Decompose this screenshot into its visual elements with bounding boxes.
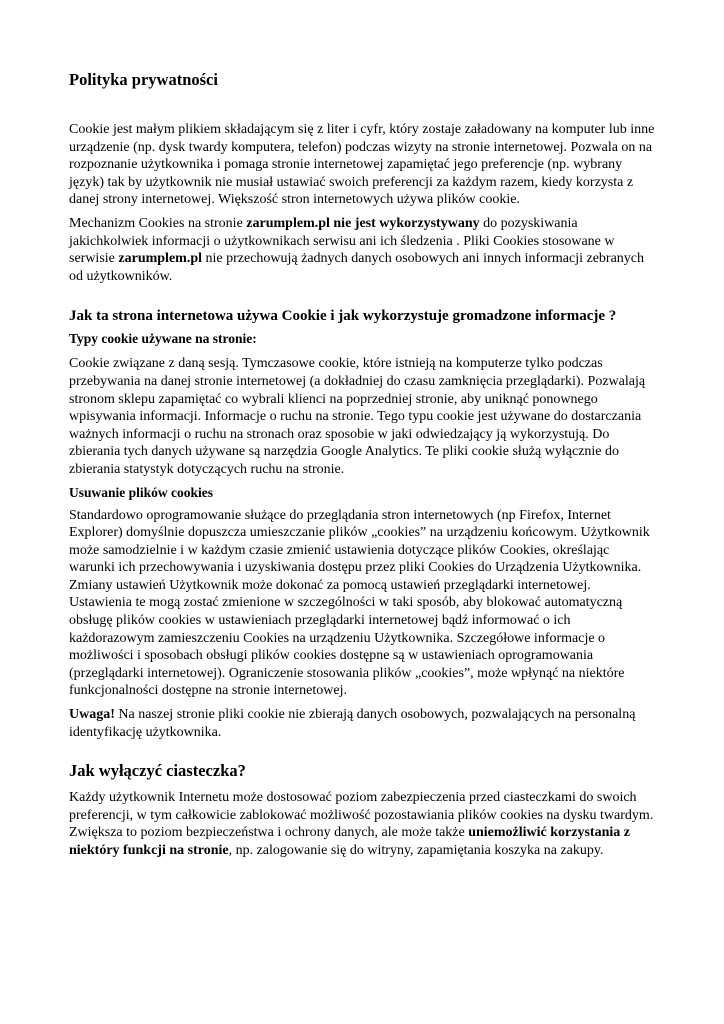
intro-p2-bold-a: zarumplem.pl nie jest wykorzystywany (246, 215, 480, 231)
warning-text: Na naszej stronie pliki cookie nie zbierają danych osobowych, pozwalających na personalną identyfikację użytkownika. (69, 707, 636, 740)
document-body (69, 121, 657, 860)
cookie-types-paragraph: Cookie związane z daną sesją. Tymczasowe cookie, które istnieją na komputerze tylko podczas przebywania na danej stronie internetowej (a dokładniej do czasu zamknięcia przeglądarki). Pozwalają stronom sklepu zapamiętać co wybrali klienci na poprzedniej stronie, aby uniknąć ponownego wpisywania informacji. Informacje o ruchu na stronie. Tego typu cookie jest używane do dostarczania ważnych informacji o ruchu na stronach oraz sposobie w jaki odwiedzający ją wykorzystują. Do zbierania tych danych używane są narzędzia Google Analytics. Te pliki cookie służą wyłącznie do zbierania statystyk dotyczących ruchu na stronie. (69, 356, 646, 477)
subheading-cookie-types: Typy cookie używane na stronie: (69, 331, 257, 347)
subheading-removing-cookies: Usuwanie plików cookies (69, 484, 214, 500)
section-heading-cookie-usage: Jak ta strona internetowa używa Cookie i jak wykorzystuje gromadzone informacje ? (69, 308, 617, 325)
intro-p2-text-e: nie przechowują żadnych danych osobowych ani innych informacji zebranych od użytkowników. (69, 251, 644, 284)
warning-label: Uwaga! (69, 707, 115, 723)
page-title: Polityka prywatności (69, 70, 218, 89)
intro-p2-text-c: do pozyskiwania jakichkolwiek informacji o użytkownikach serwisu ani ich śledzenia . Pliki Cookies stosowane w serwisie (69, 215, 615, 267)
disable-cookies-paragraph (69, 789, 657, 859)
intro-p2-bold-d: zarumplem.pl (118, 251, 202, 267)
removing-cookies-paragraph: Standardowo oprogramowanie służące do przeglądania stron internetowych (np Firefox, Internet Explorer) domyślnie dopuszcza umieszczanie plików „cookies” na urządzeniu końcowym. Użytkownik może samodzielnie i w każdym czasie zmienić ustawienia dotyczące plików Cookies, określając warunki ich przechowywania i uzyskiwania dostępu przez pliki Cookies do Urządzenia Użytkownika. Zmiany ustawień Użytkownik może dokonać za pomocą ustawień przeglądarki internetowej. Ustawienia te mogą zostać zmienione w szczególności w taki sposób, aby blokować automatyczną obsługę plików cookies w ustawieniach przeglądarki internetowej bądź informować o ich każdorazowym zamieszczeniu Cookies na urządzeniu Użytkownika. Szczegółowe informacje o możliwości i sposobach obsługi plików cookies dostępne są w ustawieniach oprogramowania (przeglądarki internetowej). Ograniczenie stosowania plików „cookies”, może wpłynąć na niektóre funkcjonalności dostępne na stronie internetowej. (69, 507, 650, 699)
disable-bold-text: uniemożliwić korzystania z niektóry funkcji na stronie (69, 825, 630, 858)
warning-paragraph (69, 706, 657, 741)
section-heading-disable-cookies: Jak wyłączyć ciasteczka? (69, 761, 246, 781)
intro-paragraph-1: Cookie jest małym plikiem składającym się z liter i cyfr, który zostaje załadowany na komputer lub inne urządzenie (np. dysk twardy komputera, telefon) podczas wizyty na stronie internetowej. Pozwala on na rozpoznanie użytkownika i pomaga stronie internetowej zapamiętać jego preferencje (np. wybrany język) tak by użytkownik nie musiał ustawiać swoich preferencji za każdym razem, kiedy korzysta z danej strony internetowej. Większość stron internetowych używa plików cookie. (69, 122, 655, 208)
intro-paragraph-2 (69, 215, 657, 285)
disable-text-a: Każdy użytkownik Internetu może dostosować poziom zabezpieczenia przed ciasteczkami do swoich preferencji, w tym całkowicie zablokować możliwość pozostawiania plików cookies na dysku twardym. Zwiększa to poziom bezpieczeństwa i ochrony danych, ale może także (69, 790, 654, 841)
disable-text-c: , np. zalogowanie się do witryny, zapamiętania koszyka na zakupy. (228, 843, 604, 858)
intro-p2-text-a: Mechanizm Cookies na stronie (69, 215, 247, 231)
